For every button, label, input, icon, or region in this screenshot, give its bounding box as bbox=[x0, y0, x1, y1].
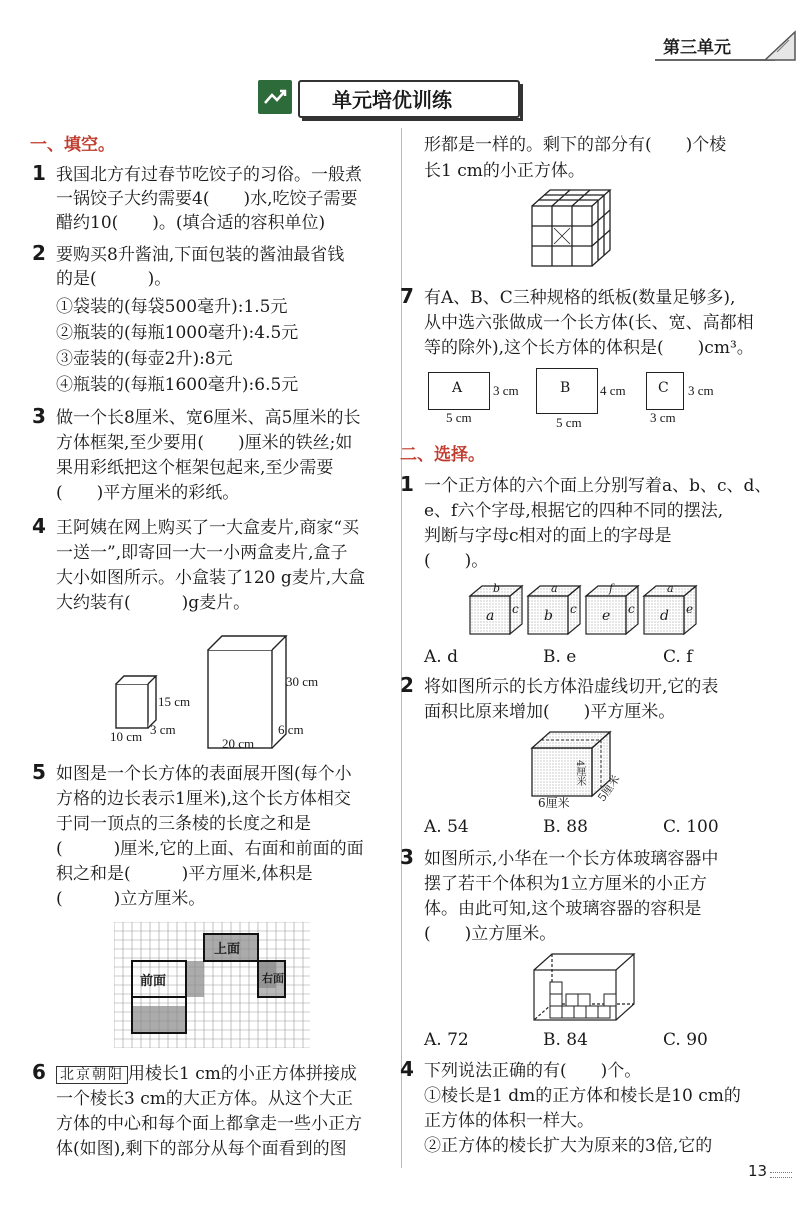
q7-board-b-label: B bbox=[560, 380, 571, 396]
s2-q3-line-1: 如图所示,小华在一个长方体玻璃容器中 bbox=[424, 849, 719, 869]
cube2-top: a bbox=[551, 582, 558, 595]
q7-board-a-width: 5 cm bbox=[446, 410, 472, 425]
q7-board-a-height: 3 cm bbox=[493, 383, 519, 398]
q6-source-tag: 北京朝阳 bbox=[56, 1066, 128, 1084]
q1-line-1: 我国北方有过春节吃饺子的习俗。一般煮 bbox=[56, 165, 362, 185]
cube3-right: c bbox=[628, 602, 635, 616]
q5-number: 5 bbox=[32, 760, 46, 784]
page-title: 单元培优训练 bbox=[332, 88, 452, 112]
page-number: 13 bbox=[748, 1162, 768, 1180]
q5-face-top: 上面 bbox=[214, 942, 241, 957]
chart-icon bbox=[258, 80, 292, 114]
q5-line-2: 方格的边长表示1厘米),这个长方体相交 bbox=[56, 789, 351, 809]
q5-face-right: 右面 bbox=[262, 972, 284, 985]
q5-face-front: 前面 bbox=[140, 974, 167, 989]
s2-q3-line-4: ( )立方厘米。 bbox=[424, 924, 557, 944]
cube4-front: d bbox=[660, 608, 669, 624]
cube4-right: e bbox=[686, 602, 694, 616]
q2-line-1: 要购买8升酱油,下面包装的酱油最省钱 bbox=[56, 245, 345, 265]
s2-q4-line-2: ①棱长是1 dm的正方体和棱长是10 cm的 bbox=[424, 1086, 741, 1106]
q7-line-2: 从中选六张做成一个长方体(长、宽、高都相 bbox=[424, 313, 754, 333]
s2-q1-line-1: 一个正方体的六个面上分别写着a、b、c、d、 bbox=[424, 476, 772, 496]
s2-q2-length: 6厘米 bbox=[538, 796, 570, 810]
q1-line-2: 一锅饺子大约需要4( )水,吃饺子需要 bbox=[56, 189, 358, 209]
s2-q1-line-2: e、f六个字母,根据它的四种不同的摆法, bbox=[424, 501, 724, 521]
q2-line-2: 的是( )。 bbox=[56, 269, 172, 289]
s2-q2-option-c[interactable]: C. 100 bbox=[663, 817, 719, 837]
q1-number: 1 bbox=[32, 161, 46, 185]
q4-big-length: 20 cm bbox=[222, 736, 255, 751]
s2-q1-number: 1 bbox=[400, 472, 414, 496]
q2-option-2: ②瓶装的(每瓶1000毫升):4.5元 bbox=[56, 323, 299, 343]
q3-line-2: 方体框架,至少要用( )厘米的铁丝;如 bbox=[56, 433, 353, 453]
q4-number: 4 bbox=[32, 514, 46, 538]
q6-number: 6 bbox=[32, 1060, 46, 1084]
q7-number: 7 bbox=[400, 284, 414, 308]
s2-q1-option-c[interactable]: C. f bbox=[663, 647, 693, 667]
q4-small-length: 10 cm bbox=[110, 729, 143, 744]
q2-option-3: ③壶装的(每壶2升):8元 bbox=[56, 349, 233, 369]
q4-line-1: 王阿姨在网上购买了一大盒麦片,商家“买 bbox=[56, 518, 360, 538]
q4-big-height: 30 cm bbox=[286, 674, 319, 689]
section2-header: 二、选择。 bbox=[400, 445, 485, 465]
q4-small-width: 3 cm bbox=[150, 722, 176, 737]
q7-board-c-height: 3 cm bbox=[688, 383, 714, 398]
q7-board-b-width: 5 cm bbox=[556, 415, 582, 430]
s2-q3-option-c[interactable]: C. 90 bbox=[663, 1030, 708, 1050]
q4-boxes-figure bbox=[100, 620, 360, 752]
s2-q3-option-a[interactable]: A. 72 bbox=[424, 1030, 469, 1050]
s2-q2-option-b[interactable]: B. 88 bbox=[543, 817, 588, 837]
s2-q4-line-4: ②正方体的棱长扩大为原来的3倍,它的 bbox=[424, 1136, 713, 1156]
unit-label-box bbox=[655, 30, 800, 62]
title-banner bbox=[258, 80, 518, 120]
q4-small-height: 15 cm bbox=[158, 694, 191, 709]
q7-board-a-label: A bbox=[452, 380, 463, 396]
s2-q1-option-b[interactable]: B. e bbox=[543, 647, 577, 667]
s2-q2-width: 5厘米 bbox=[595, 772, 623, 804]
s2-q4-line-1: 下列说法正确的有( )个。 bbox=[424, 1061, 642, 1081]
s2-q4-number: 4 bbox=[400, 1057, 414, 1081]
q1-line-3: 醋约10( )。(填合适的容积单位) bbox=[56, 213, 326, 233]
cube3-front: e bbox=[602, 608, 611, 624]
s2-q1-line-3: 判断与字母c相对的面上的字母是 bbox=[424, 526, 672, 546]
q5-line-6: ( )立方厘米。 bbox=[56, 889, 206, 909]
q7-board-b-height: 4 cm bbox=[600, 383, 626, 398]
q7-board-c-width: 3 cm bbox=[650, 410, 676, 425]
s2-q4-line-3: 正方体的体积一样大。 bbox=[424, 1111, 594, 1131]
q3-number: 3 bbox=[32, 404, 46, 428]
s2-q2-cuboid bbox=[528, 730, 638, 810]
q6-line-2: 一个棱长3 cm的大正方体。从这个大正 bbox=[56, 1089, 353, 1109]
cube3-top: f bbox=[609, 582, 614, 595]
s2-q3-number: 3 bbox=[400, 845, 414, 869]
s2-q3-line-2: 摆了若干个体积为1立方厘米的小正方 bbox=[424, 874, 707, 894]
s2-q3-line-3: 体。由此可知,这个玻璃容器的容积是 bbox=[424, 899, 702, 919]
q3-line-1: 做一个长8厘米、宽6厘米、高5厘米的长 bbox=[56, 408, 361, 428]
q5-line-3: 于同一顶点的三条棱的长度之和是 bbox=[56, 814, 311, 834]
q4-line-3: 大小如图所示。小盒装了120 g麦片,大盒 bbox=[56, 568, 366, 588]
unit-label: 第三单元 bbox=[663, 38, 731, 58]
q4-big-width: 6 cm bbox=[278, 722, 304, 737]
q6-cube-figure bbox=[528, 186, 618, 272]
s2-q2-number: 2 bbox=[400, 673, 414, 697]
cube1-right: c bbox=[512, 602, 519, 616]
s2-q2-line-1: 将如图所示的长方体沿虚线切开,它的表 bbox=[424, 677, 719, 697]
q6-line-4: 体(如图),剩下的部分从每个面看到的图 bbox=[56, 1139, 347, 1159]
q7-board-c-label: C bbox=[658, 380, 669, 396]
q5-net-grid bbox=[114, 922, 310, 1048]
q7-line-3: 等的除外),这个长方体的体积是( )cm³。 bbox=[424, 338, 754, 358]
q2-option-4: ④瓶装的(每瓶1600毫升):6.5元 bbox=[56, 375, 299, 395]
q2-option-1: ①袋装的(每袋500毫升):1.5元 bbox=[56, 297, 288, 317]
s2-q2-height: 4厘米 bbox=[574, 760, 585, 787]
cube1-top: b bbox=[493, 582, 501, 595]
s2-q1-cubes bbox=[468, 582, 698, 636]
s2-q3-container bbox=[530, 952, 640, 1024]
q6-line-5: 形都是一样的。剩下的部分有( )个棱 bbox=[424, 135, 727, 155]
page-number-rule bbox=[770, 1172, 792, 1178]
q6-line-3: 方体的中心和每个面上都拿走一些小正方 bbox=[56, 1114, 362, 1134]
s2-q2-line-2: 面积比原来增加( )平方厘米。 bbox=[424, 702, 676, 722]
q5-line-4: ( )厘米,它的上面、右面和前面的面 bbox=[56, 839, 364, 859]
q3-line-3: 果用彩纸把这个框架包起来,至少需要 bbox=[56, 458, 334, 478]
cube1-front: a bbox=[486, 608, 495, 624]
cube4-top: a bbox=[667, 582, 674, 595]
q6-line-6: 长1 cm的小正方体。 bbox=[424, 161, 585, 181]
q4-line-4: 大约装有( )g麦片。 bbox=[56, 593, 251, 613]
q5-line-5: 积之和是( )平方厘米,体积是 bbox=[56, 864, 313, 884]
cube2-front: b bbox=[544, 608, 553, 624]
q7-line-1: 有A、B、C三种规格的纸板(数量足够多), bbox=[424, 288, 736, 308]
s2-q3-option-b[interactable]: B. 84 bbox=[543, 1030, 588, 1050]
q6-line-1-text: 用棱长1 cm的小正方体拼接成 bbox=[128, 1064, 357, 1084]
s2-q1-line-4: ( )。 bbox=[424, 551, 489, 571]
q3-line-4: ( )平方厘米的彩纸。 bbox=[56, 483, 240, 503]
q5-line-1: 如图是一个长方体的表面展开图(每个小 bbox=[56, 764, 352, 784]
s2-q2-option-a[interactable]: A. 54 bbox=[424, 817, 469, 837]
q4-line-2: 一送一”,即寄回一大一小两盒麦片,盒子 bbox=[56, 543, 348, 563]
cube2-right: c bbox=[570, 602, 577, 616]
q2-number: 2 bbox=[32, 241, 46, 265]
s2-q1-option-a[interactable]: A. d bbox=[424, 647, 458, 667]
section1-header: 一、填空。 bbox=[30, 135, 115, 155]
